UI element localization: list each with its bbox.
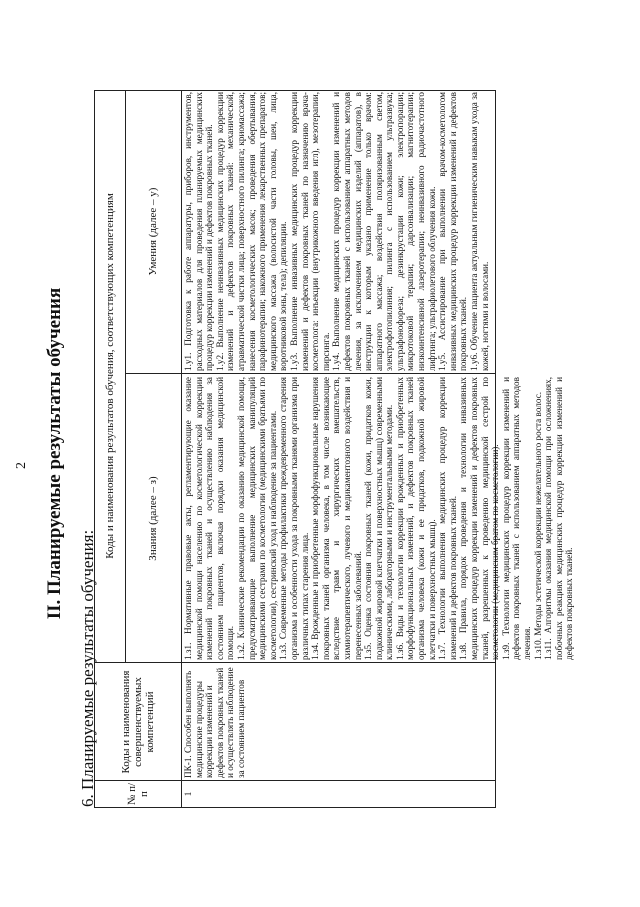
skills-item: 1.у1. Подготовка к работе аппаратуры, приборов, инструментов, расходных материалов для проведения планируемых медицинских процедур коррекции изменений и дефектов покровных тканей. xyxy=(183,92,215,371)
knowledge-item: 1.з2. Клинические рекомендации по оказанию медицинской помощи, предусматривающие выполнение медицинских манипуляций медицинскими сестрами по косметологии (медицинскими братьями по косметологии), сестринский уход и наблюдение за пациентами. xyxy=(235,377,278,660)
knowledge-cell xyxy=(181,374,575,663)
competence-cell: ПК-1. Способен выполнять медицинские процедуры коррекции изменений и дефектов покровных тканей и осуществлять наблюдение за состоянием пациентов xyxy=(183,667,246,778)
skills-cell xyxy=(181,89,497,374)
knowledge-item: 1.з4. Врожденные и приобретенные морфофункциональные нарушения покровных тканей организма человека, в том числе возникающие вследствие травм и хирургических вмешательств, химиотерапевтического, лучевого и медикаментозного воздействия и перенесенных заболеваний. xyxy=(310,377,363,660)
learning-outcomes-table xyxy=(94,90,575,808)
knowledge-item: 1.з1. Нормативные правовые акты, регламентирующие оказание медицинской помощи населению по косметологической коррекции изменений покровных тканей и осуществлению наблюдения за состоянием пациентов, включая порядки оказания медицинской помощи. xyxy=(183,377,236,660)
skills-item: 1.у4. Выполнение медицинских процедур коррекции изменений и дефектов покровных тканей с использованием аппаратных методов лечения, за исключением медицинских изделий (аппаратов), в инструкции к которым указано применение только врачом: аппаратного массажа; воздействия поляризованным светом, электрофотопилиния; пилинга с использованием ультразвука; ультрафонофореза; дезинкрустации кожи; электропорации; микротоковой терапии; дарсонвализации; магнитотерапии; низкоинтенсивной лазеротерапии; неинвазивного радиочастотного лифтинга; ультрафиолетового облучения кожи. xyxy=(331,92,437,371)
row-number: 1 xyxy=(183,791,193,797)
header-knowledge: Знания (далее – з) xyxy=(147,476,159,561)
knowledge-item: 1.з7. Технологии выполнения медицинских процедур коррекции изменений и дефектов покровных тканей. xyxy=(437,377,458,660)
knowledge-item: 1.з3. Современные методы профилактики преждевременного старения организма и особенности ухода за покровными тканями организма при различных типах старения лица. xyxy=(278,377,310,660)
header-competence: Коды и наименования совершенствуемых компетенций xyxy=(120,670,156,774)
knowledge-item: 1.з8. Правила, порядок проведения и технологии инвазивных медицинских процедур коррекции изменений и дефектов покровных тканей, разрешенных к проведению медицинской сестрой по косметологии (медицинским братом по косметологии). xyxy=(458,377,501,660)
page-number: 2 xyxy=(14,462,29,469)
knowledge-item: 1.з5. Оценка состояния покровных тканей (кожи, придатков кожи, подкожной жировой клетчатки и поверхностных мышц) современными клиническими, лабораторными и инструментальными методами. xyxy=(363,377,395,660)
skills-item: 1.у6. Обучение пациента актуальным гигиеническим навыкам ухода за кожей, ногтями и волосами. xyxy=(469,92,490,371)
section-subtitle: 6. Планируемые результаты обучения: xyxy=(78,529,97,807)
knowledge-item: 1.з6. Виды и технологии коррекции врожденных и приобретенных морфофункциональных изменений, и дефектов покровных тканей организма человека (кожи и ее придатков, подкожной жировой клетчатки и поверхностных мышц). xyxy=(394,377,437,660)
section-title: II. Планируемые результаты обучения xyxy=(44,287,65,620)
knowledge-item: 1.з9. Технологии медицинских процедур коррекции изменений и дефектов покровных тканей с использованием аппаратных методов лечения. xyxy=(500,377,532,660)
header-number: № п/п xyxy=(126,782,150,806)
knowledge-item: 1.з10. Методы эстетической коррекции нежелательного роста волос. xyxy=(532,391,543,660)
header-skills: Умения (далее – у) xyxy=(147,187,159,276)
skills-item: 1.у5. Ассистирование при выполнении врачом-косметологом инвазивных медицинских процедур коррекции изменений и дефектов покровных тканей. xyxy=(437,92,469,371)
knowledge-item: 1.з11. Алгоритмы оказания медицинской помощи при осложнениях, побочных реакциях медицинских процедур коррекции изменений и дефектов покровных тканей. xyxy=(543,377,575,660)
header-outcomes: Коды и наименования результатов обучения, соответствующих компетенциям xyxy=(104,193,116,559)
skills-item: 1.у2. Выполнение неинвазивных медицинских процедур коррекции изменений и дефектов покровных тканей: механической, атравматической чистки лица; поверхностного пилинга; криомассажа; нанесения косметологических масок; проведения обертывания, парафинотерапии; накожного применения лекарственных препаратов; медицинского массажа (волосистой части головы, шеи, лица, воротниковой зоны, тела); депиляции. xyxy=(214,92,289,371)
skills-item: 1.у3. Выполнение инвазивных медицинских процедур коррекции изменений и дефектов покровных тканей по назначению врача-косметолога: инъекции (внутрикожного введения игл), мезотерапии, пирсинга. xyxy=(288,92,331,371)
